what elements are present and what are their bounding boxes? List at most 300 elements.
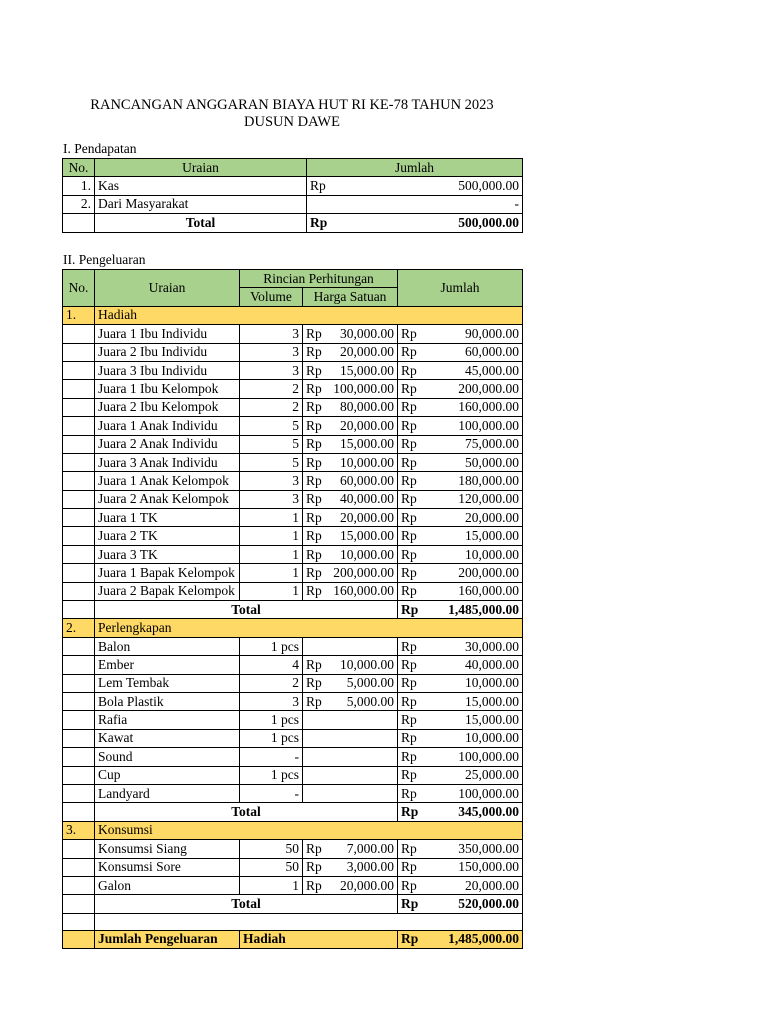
table-row — [63, 711, 523, 729]
row-harga-satuan — [303, 656, 398, 674]
currency-label: Rp — [306, 546, 322, 562]
table-row — [63, 729, 523, 747]
empty-cell — [63, 582, 95, 600]
category-name: Perlengkapan — [95, 619, 523, 637]
amount-value: 100,000.00 — [458, 748, 520, 764]
amount-value: 75,000.00 — [465, 436, 520, 452]
table-row — [63, 656, 523, 674]
row-jumlah — [398, 582, 523, 600]
row-jumlah — [398, 343, 523, 361]
amount-value: 60,000.00 — [340, 472, 395, 488]
header-no: No. — [63, 159, 95, 177]
row-volume: 50 — [240, 858, 303, 876]
row-volume: 3 — [240, 692, 303, 710]
row-uraian: Galon — [95, 876, 240, 894]
row-harga-satuan — [303, 380, 398, 398]
row-volume: 3 — [240, 343, 303, 361]
row-harga-satuan — [303, 674, 398, 692]
row-jumlah — [398, 490, 523, 508]
total-amount — [398, 895, 523, 913]
amount-value: 520,000.00 — [458, 895, 520, 911]
row-uraian: Cup — [95, 766, 240, 784]
currency-label: Rp — [401, 877, 417, 893]
empty-cell — [95, 913, 523, 930]
row-jumlah — [398, 545, 523, 563]
row-jumlah — [398, 656, 523, 674]
amount-value: 20,000.00 — [340, 877, 395, 893]
amount-value: 200,000.00 — [458, 381, 520, 397]
currency-label: Rp — [306, 472, 322, 488]
row-harga-satuan — [303, 509, 398, 527]
category-row — [63, 306, 523, 324]
header-jumlah: Jumlah — [398, 270, 523, 307]
amount-value: 160,000.00 — [458, 399, 520, 415]
currency-label: Rp — [401, 656, 417, 672]
row-volume: 4 — [240, 656, 303, 674]
row-volume: 50 — [240, 840, 303, 858]
empty-cell — [63, 601, 95, 619]
row-harga-satuan — [303, 858, 398, 876]
amount-value: 160,000.00 — [333, 583, 395, 599]
currency-label: Rp — [401, 859, 417, 875]
row-harga-satuan — [303, 748, 398, 766]
category-name: Konsumsi — [95, 821, 523, 839]
currency-label: Rp — [401, 583, 417, 599]
summary-item: Hadiah — [240, 930, 398, 948]
amount-value: 160,000.00 — [458, 583, 520, 599]
row-uraian: Konsumsi Siang — [95, 840, 240, 858]
amount-value: 15,000.00 — [340, 436, 395, 452]
row-harga-satuan — [303, 398, 398, 416]
pendapatan-section-label: I. Pendapatan — [63, 141, 137, 156]
amount-value: 3,000.00 — [346, 859, 395, 875]
category-row — [63, 821, 523, 839]
row-volume: 5 — [240, 435, 303, 453]
amount-value: 7,000.00 — [346, 840, 395, 856]
currency-label: Rp — [401, 785, 417, 801]
currency-label: Rp — [401, 381, 417, 397]
row-volume: 5 — [240, 453, 303, 471]
currency-label: Rp — [306, 840, 322, 856]
amount-value: 10,000.00 — [465, 675, 520, 691]
total-label: Total — [95, 214, 307, 232]
amount-value: 20,000.00 — [465, 509, 520, 525]
empty-cell — [63, 545, 95, 563]
currency-label: Rp — [306, 509, 322, 525]
row-harga-satuan — [303, 840, 398, 858]
table-row — [63, 417, 523, 435]
amount-value: 5,000.00 — [346, 693, 395, 709]
row-uraian: Ember — [95, 656, 240, 674]
row-uraian: Juara 3 Anak Individu — [95, 453, 240, 471]
amount-value: 30,000.00 — [340, 325, 395, 341]
amount-value: 100,000.00 — [333, 381, 395, 397]
empty-cell — [63, 674, 95, 692]
row-uraian: Konsumsi Sore — [95, 858, 240, 876]
empty-cell — [63, 784, 95, 802]
row-jumlah — [398, 674, 523, 692]
amount-value: 1,485,000.00 — [448, 601, 520, 617]
currency-label: Rp — [401, 491, 417, 507]
currency-label: Rp — [306, 436, 322, 452]
currency-label: Rp — [401, 730, 417, 746]
empty-cell — [63, 913, 95, 930]
pendapatan-table — [62, 158, 523, 233]
header-no: No. — [63, 270, 95, 307]
total-label: Total — [95, 601, 398, 619]
amount-value: 100,000.00 — [458, 417, 520, 433]
currency-label: Rp — [306, 362, 322, 378]
row-harga-satuan — [303, 784, 398, 802]
currency-label: Rp — [306, 859, 322, 875]
row-jumlah — [398, 564, 523, 582]
amount-value: 10,000.00 — [465, 730, 520, 746]
empty-cell — [63, 803, 95, 821]
amount-value: 25,000.00 — [465, 767, 520, 783]
amount-value: 45,000.00 — [465, 362, 520, 378]
empty-cell — [63, 325, 95, 343]
row-volume: 3 — [240, 472, 303, 490]
currency-label: Rp — [306, 877, 322, 893]
row-volume: 2 — [240, 380, 303, 398]
row-harga-satuan — [303, 729, 398, 747]
row-volume: 1 pcs — [240, 729, 303, 747]
table-row — [63, 674, 523, 692]
amount-value: 5,000.00 — [346, 675, 395, 691]
currency-label: Rp — [310, 214, 328, 230]
currency-label: Rp — [306, 399, 322, 415]
row-volume: - — [240, 784, 303, 802]
category-no: 3. — [63, 821, 95, 839]
row-volume: 1 — [240, 509, 303, 527]
row-harga-satuan — [303, 417, 398, 435]
row-uraian: Bola Plastik — [95, 692, 240, 710]
amount-value: 350,000.00 — [458, 840, 520, 856]
table-row — [63, 564, 523, 582]
row-volume: 2 — [240, 674, 303, 692]
empty-cell — [63, 214, 95, 232]
row-uraian: Sound — [95, 748, 240, 766]
amount-value: 90,000.00 — [465, 325, 520, 341]
amount-value: 10,000.00 — [340, 656, 395, 672]
row-jumlah — [398, 858, 523, 876]
row-harga-satuan — [303, 472, 398, 490]
empty-cell — [63, 361, 95, 379]
amount-value: 15,000.00 — [340, 528, 395, 544]
empty-cell — [63, 380, 95, 398]
empty-cell — [63, 895, 95, 913]
empty-cell — [63, 527, 95, 545]
blank-row — [63, 913, 523, 930]
empty-cell — [63, 692, 95, 710]
currency-label: Rp — [401, 417, 417, 433]
amount-value: 500,000.00 — [458, 214, 519, 230]
empty-cell — [63, 509, 95, 527]
row-volume: - — [240, 748, 303, 766]
row-harga-satuan — [303, 361, 398, 379]
currency-label: Rp — [401, 344, 417, 360]
table-row — [63, 343, 523, 361]
table-row — [63, 453, 523, 471]
currency-label: Rp — [306, 564, 322, 580]
row-jumlah — [398, 748, 523, 766]
row-uraian: Juara 2 Anak Kelompok — [95, 490, 240, 508]
empty-cell — [63, 453, 95, 471]
amount-value: 20,000.00 — [340, 417, 395, 433]
row-volume: 2 — [240, 398, 303, 416]
currency-label: Rp — [401, 675, 417, 691]
empty-cell — [63, 766, 95, 784]
table-row — [63, 582, 523, 600]
table-row — [63, 509, 523, 527]
amount-value: 10,000.00 — [340, 454, 395, 470]
currency-label: Rp — [401, 748, 417, 764]
currency-label: Rp — [401, 931, 419, 947]
amount-value: 15,000.00 — [465, 693, 520, 709]
table-row — [63, 766, 523, 784]
table-row — [63, 545, 523, 563]
amount-value: 10,000.00 — [465, 546, 520, 562]
currency-label: Rp — [306, 693, 322, 709]
category-no: 2. — [63, 619, 95, 637]
table-row — [63, 380, 523, 398]
amount-value: 20,000.00 — [340, 344, 395, 360]
row-jumlah — [398, 325, 523, 343]
currency-label: Rp — [401, 767, 417, 783]
amount-value: 30,000.00 — [465, 638, 520, 654]
amount-value: 345,000.00 — [458, 804, 520, 820]
header-jumlah: Jumlah — [307, 159, 523, 177]
amount-value: 100,000.00 — [458, 785, 520, 801]
row-jumlah — [398, 637, 523, 655]
empty-cell — [63, 564, 95, 582]
row-harga-satuan — [303, 692, 398, 710]
category-name: Hadiah — [95, 306, 523, 324]
row-volume: 1 pcs — [240, 637, 303, 655]
header-uraian: Uraian — [95, 159, 307, 177]
currency-label: Rp — [306, 417, 322, 433]
currency-label: Rp — [401, 472, 417, 488]
table-row — [63, 748, 523, 766]
row-volume: 1 pcs — [240, 766, 303, 784]
table-row — [63, 325, 523, 343]
amount-value: 40,000.00 — [340, 491, 395, 507]
row-volume: 1 — [240, 527, 303, 545]
pengeluaran-section-label: II. Pengeluaran — [63, 252, 146, 267]
empty-cell — [63, 930, 95, 948]
table-row — [63, 637, 523, 655]
row-jumlah — [398, 876, 523, 894]
row-jumlah — [398, 784, 523, 802]
currency-label: Rp — [401, 436, 417, 452]
total-amount — [307, 214, 523, 232]
row-volume: 3 — [240, 361, 303, 379]
row-volume: 3 — [240, 325, 303, 343]
currency-label: Rp — [401, 693, 417, 709]
title-line-1: RANCANGAN ANGGARAN BIAYA HUT RI KE-78 TAHUN 2023 — [90, 97, 494, 113]
row-harga-satuan — [303, 582, 398, 600]
currency-label: Rp — [306, 491, 322, 507]
amount-value: 1,485,000.00 — [448, 931, 520, 947]
table-row — [63, 398, 523, 416]
row-harga-satuan — [303, 637, 398, 655]
row-uraian: Juara 1 Ibu Kelompok — [95, 380, 240, 398]
table-row — [63, 692, 523, 710]
row-jumlah — [307, 195, 523, 213]
pendapatan-header-row — [63, 159, 523, 177]
row-jumlah — [398, 453, 523, 471]
table-row — [63, 490, 523, 508]
row-uraian: Juara 2 Ibu Individu — [95, 343, 240, 361]
row-uraian: Juara 1 Anak Kelompok — [95, 472, 240, 490]
row-uraian: Juara 2 TK — [95, 527, 240, 545]
table-row — [63, 858, 523, 876]
amount-value: 20,000.00 — [465, 877, 520, 893]
header-volume: Volume — [240, 288, 303, 306]
row-no: 1. — [63, 177, 95, 195]
row-jumlah — [398, 509, 523, 527]
row-jumlah — [398, 472, 523, 490]
summary-row — [63, 930, 523, 948]
row-uraian: Lem Tembak — [95, 674, 240, 692]
currency-label: Rp — [306, 675, 322, 691]
table-row — [63, 840, 523, 858]
currency-label: Rp — [401, 362, 417, 378]
currency-label: Rp — [306, 528, 322, 544]
empty-cell — [63, 398, 95, 416]
row-jumlah — [398, 527, 523, 545]
row-harga-satuan — [303, 435, 398, 453]
amount-value: 20,000.00 — [340, 509, 395, 525]
table-row — [63, 435, 523, 453]
currency-label: Rp — [401, 638, 417, 654]
row-jumlah — [398, 361, 523, 379]
row-uraian: Kas — [95, 177, 307, 195]
currency-label: Rp — [306, 583, 322, 599]
currency-label: Rp — [401, 840, 417, 856]
row-uraian: Juara 2 Anak Individu — [95, 435, 240, 453]
amount-value: 200,000.00 — [458, 564, 520, 580]
currency-label: Rp — [401, 804, 419, 820]
table-row — [63, 472, 523, 490]
row-jumlah — [398, 692, 523, 710]
row-jumlah — [398, 840, 523, 858]
table-row — [63, 177, 523, 195]
empty-cell — [63, 490, 95, 508]
header-harga-satuan: Harga Satuan — [303, 288, 398, 306]
row-volume: 5 — [240, 417, 303, 435]
row-uraian: Juara 2 Bapak Kelompok — [95, 582, 240, 600]
row-uraian: Dari Masyarakat — [95, 195, 307, 213]
row-uraian: Juara 3 TK — [95, 545, 240, 563]
empty-cell — [63, 343, 95, 361]
currency-label: Rp — [401, 399, 417, 415]
currency-label: Rp — [401, 712, 417, 728]
row-jumlah — [398, 711, 523, 729]
header-uraian: Uraian — [95, 270, 240, 307]
amount-value: 150,000.00 — [458, 859, 520, 875]
pendapatan-total-row — [63, 214, 523, 232]
total-amount — [398, 803, 523, 821]
row-harga-satuan — [303, 527, 398, 545]
row-volume: 1 pcs — [240, 711, 303, 729]
row-jumlah — [398, 380, 523, 398]
table-row — [63, 527, 523, 545]
currency-label: Rp — [306, 656, 322, 672]
row-uraian: Kawat — [95, 729, 240, 747]
amount-value: 60,000.00 — [465, 344, 520, 360]
table-row — [63, 784, 523, 802]
row-volume: 1 — [240, 564, 303, 582]
category-no: 1. — [63, 306, 95, 324]
amount-value: 500,000.00 — [458, 178, 519, 194]
total-label: Total — [95, 803, 398, 821]
empty-cell — [63, 748, 95, 766]
summary-label: Jumlah Pengeluaran — [95, 930, 240, 948]
category-total-row — [63, 803, 523, 821]
row-jumlah — [398, 766, 523, 784]
empty-cell — [63, 656, 95, 674]
pengeluaran-header-row-1 — [63, 270, 523, 288]
row-uraian: Juara 2 Ibu Kelompok — [95, 398, 240, 416]
empty-cell — [63, 417, 95, 435]
row-volume: 1 — [240, 876, 303, 894]
currency-label: Rp — [401, 454, 417, 470]
row-jumlah — [398, 435, 523, 453]
table-row — [63, 361, 523, 379]
table-row — [63, 876, 523, 894]
row-volume: 1 — [240, 545, 303, 563]
amount-value: 15,000.00 — [465, 528, 520, 544]
row-harga-satuan — [303, 325, 398, 343]
row-harga-satuan — [303, 343, 398, 361]
empty-cell — [63, 729, 95, 747]
row-harga-satuan — [303, 766, 398, 784]
currency-label: Rp — [306, 454, 322, 470]
amount-value: 180,000.00 — [458, 472, 520, 488]
row-harga-satuan — [303, 453, 398, 471]
header-rincian: Rincian Perhitungan — [240, 270, 398, 288]
amount-value: 80,000.00 — [340, 399, 395, 415]
empty-cell — [63, 435, 95, 453]
row-harga-satuan — [303, 564, 398, 582]
row-uraian: Juara 3 Ibu Individu — [95, 361, 240, 379]
currency-label: Rp — [401, 546, 417, 562]
amount-value: 40,000.00 — [465, 656, 520, 672]
amount-value: 50,000.00 — [465, 454, 520, 470]
category-total-row — [63, 895, 523, 913]
empty-cell — [63, 876, 95, 894]
row-jumlah — [307, 177, 523, 195]
empty-cell — [63, 637, 95, 655]
currency-label: Rp — [401, 895, 419, 911]
empty-cell — [63, 711, 95, 729]
row-harga-satuan — [303, 545, 398, 563]
amount-value: 15,000.00 — [465, 712, 520, 728]
document-title — [62, 97, 522, 131]
row-uraian: Juara 1 TK — [95, 509, 240, 527]
row-uraian: Landyard — [95, 784, 240, 802]
title-line-2: DUSUN DAWE — [244, 114, 340, 130]
empty-cell — [63, 858, 95, 876]
category-total-row — [63, 601, 523, 619]
row-volume: 3 — [240, 490, 303, 508]
row-uraian: Rafia — [95, 711, 240, 729]
row-no: 2. — [63, 195, 95, 213]
currency-label: Rp — [401, 564, 417, 580]
pengeluaran-table — [62, 269, 523, 949]
currency-label: Rp — [401, 509, 417, 525]
